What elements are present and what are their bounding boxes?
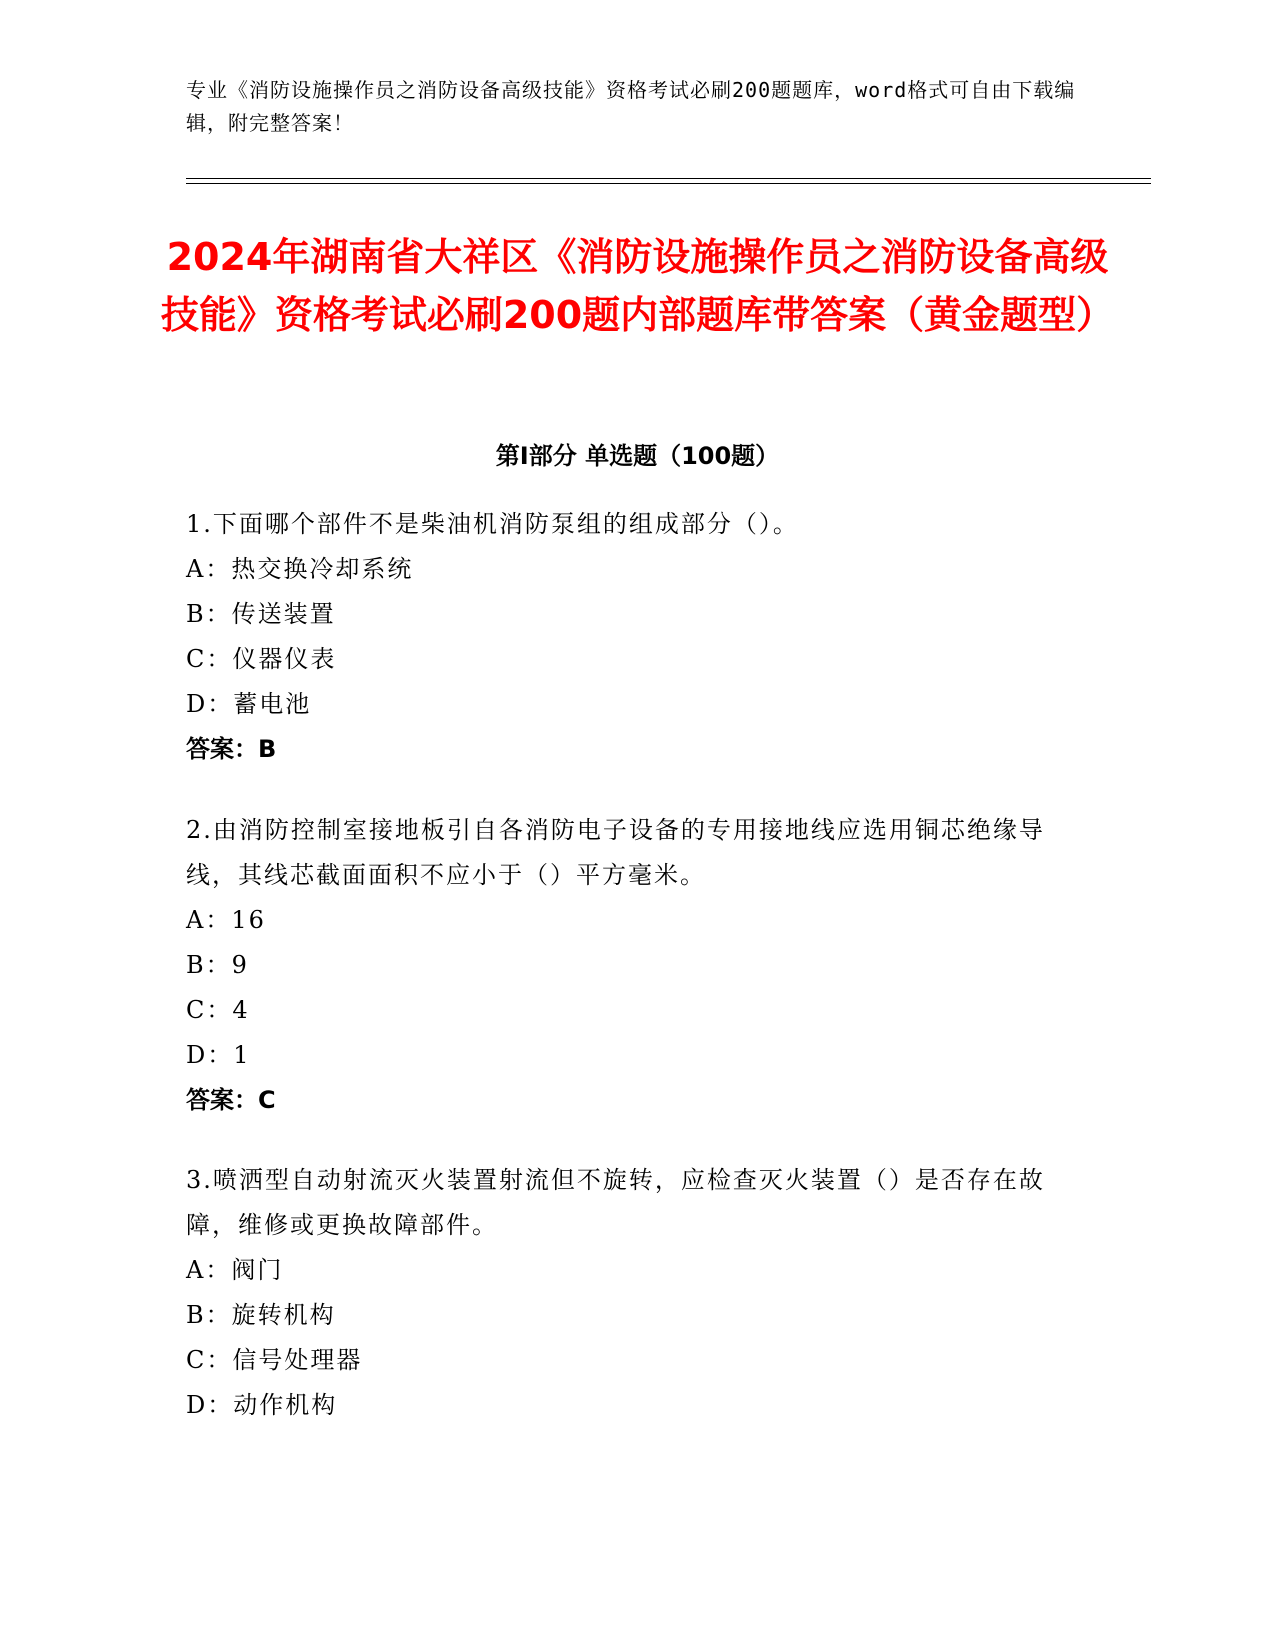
answer: 答案：C — [186, 1086, 276, 1114]
option-c: C：4 — [186, 996, 250, 1024]
answer: 答案：B — [186, 735, 277, 763]
header-note: 专业《消防设施操作员之消防设备高级技能》资格考试必刷200题题库，word格式可自由下载编辑，附完整答案！ — [186, 78, 1076, 135]
header-divider-bottom — [186, 183, 1151, 184]
option-b: B：旋转机构 — [186, 1301, 336, 1329]
question-1 — [186, 502, 1066, 772]
document-title: 2024年湖南省大祥区《消防设施操作员之消防设备高级技能》资格考试必刷200题内部题库带答案（黄金题型） — [160, 235, 1115, 337]
option-a: A：热交换冷却系统 — [186, 555, 414, 583]
option-d: D：蓄电池 — [186, 690, 312, 718]
option-a: A：16 — [186, 906, 266, 934]
option-d: D：1 — [186, 1041, 251, 1069]
option-d: D：动作机构 — [186, 1391, 338, 1419]
option-b: B：传送装置 — [186, 600, 336, 628]
question-3 — [186, 1158, 1066, 1428]
header-divider-top — [186, 178, 1151, 179]
question-2 — [186, 808, 1066, 1123]
option-c: C：仪器仪表 — [186, 645, 337, 673]
option-c: C：信号处理器 — [186, 1346, 363, 1374]
option-a: A：阀门 — [186, 1256, 284, 1284]
question-stem: 1.下面哪个部件不是柴油机消防泵组的组成部分（）。 — [186, 510, 799, 538]
section-title: 第Ⅰ部分 单选题（100题） — [495, 442, 780, 470]
question-stem: 2.由消防控制室接地板引自各消防电子设备的专用接地线应选用铜芯绝缘导线，其线芯截面面积不应小于（）平方毫米。 — [186, 816, 1045, 889]
option-b: B：9 — [186, 951, 249, 979]
question-stem: 3.喷洒型自动射流灭火装置射流但不旋转，应检查灭火装置（）是否存在故障，维修或更换故障部件。 — [186, 1166, 1045, 1239]
